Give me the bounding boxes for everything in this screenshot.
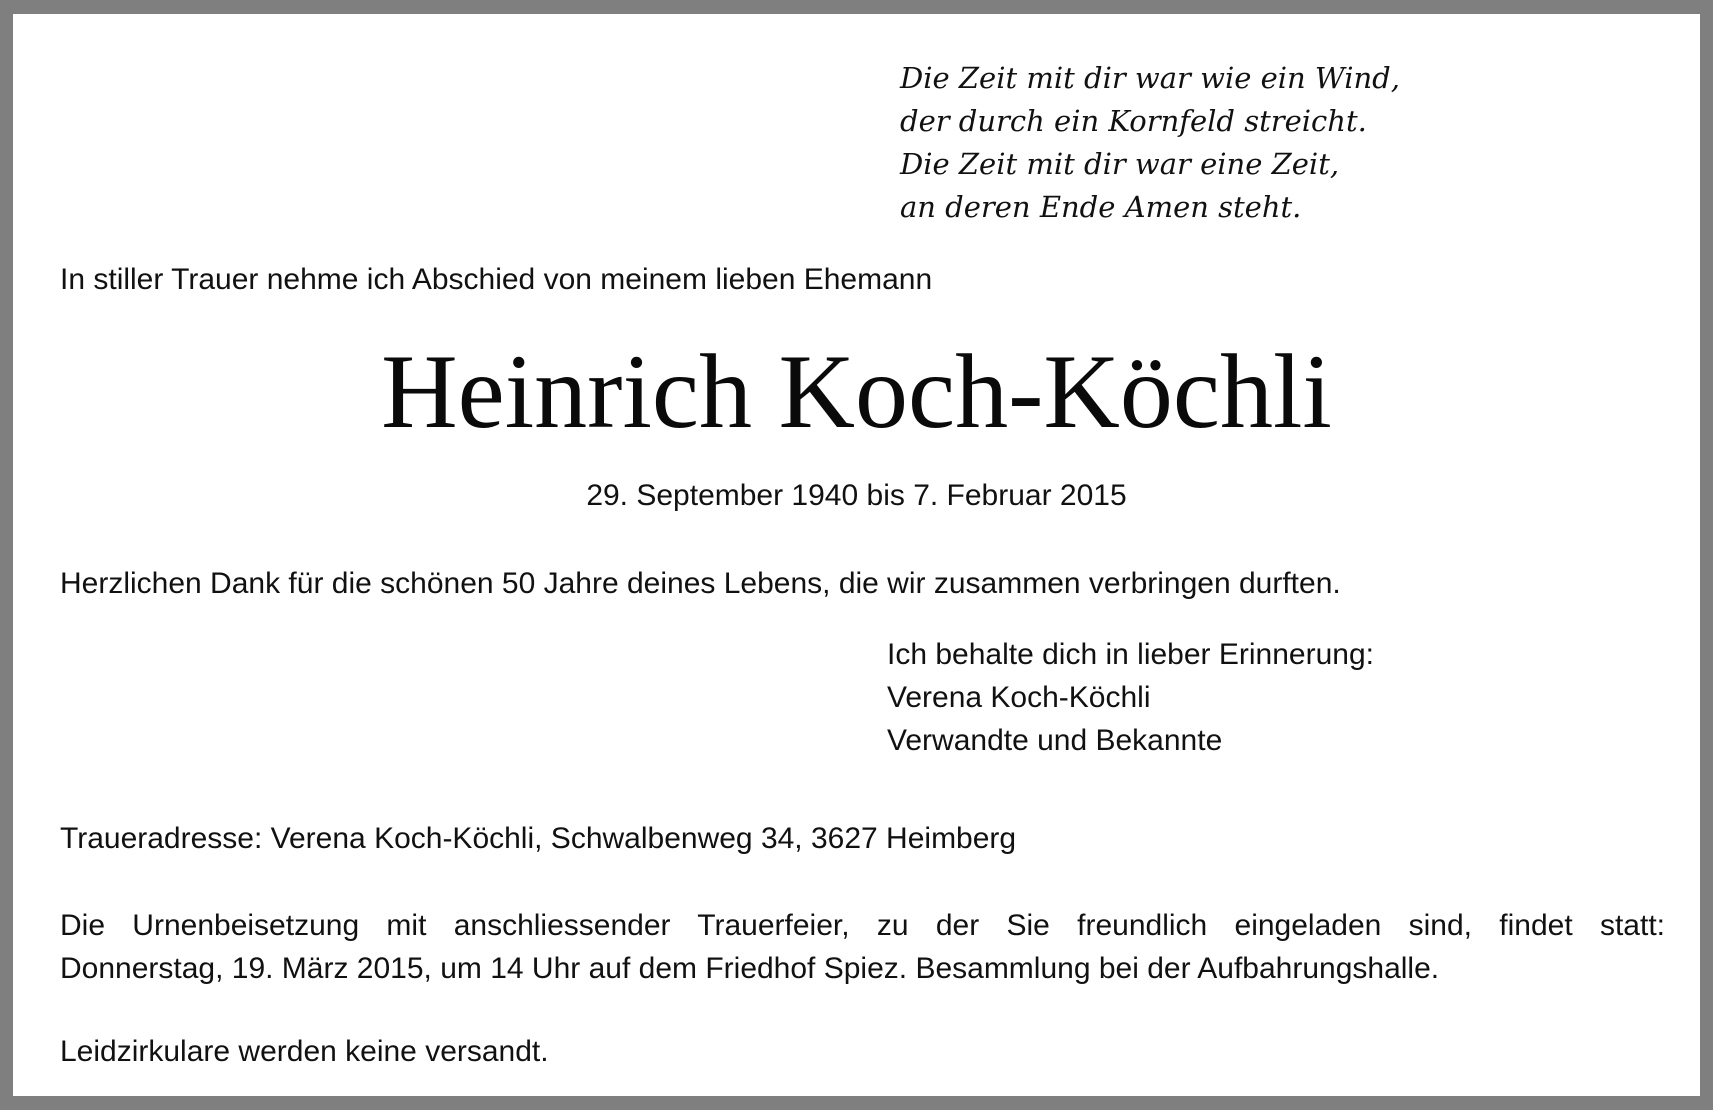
signature-block [887, 633, 1374, 762]
closing-note: Leidzirkulare werden keine versandt. [60, 1035, 549, 1068]
signature-line: Ich behalte dich in lieber Erinnerung: [887, 638, 1374, 671]
poem-line: Die Zeit mit dir war eine Zeit, [900, 147, 1340, 181]
poem-line: Die Zeit mit dir war wie ein Wind, [900, 61, 1400, 95]
service-line: Die Urnenbeisetzung mit anschliessender Trauerfeier, zu der Sie freundlich eingeladen sind, findet statt: [60, 909, 1665, 942]
deceased-name: Heinrich Koch-Köchli [381, 333, 1332, 450]
intro-text: In stiller Trauer nehme ich Abschied von meinem lieben Ehemann [60, 263, 933, 296]
signature-line: Verena Koch-Köchli [887, 681, 1151, 714]
signature-line: Verwandte und Bekannte [887, 724, 1223, 757]
poem [900, 57, 1400, 229]
mourning-address: Traueradresse: Verena Koch-Köchli, Schwalbenweg 34, 3627 Heimberg [60, 822, 1017, 855]
life-dates: 29. September 1940 bis 7. Februar 2015 [586, 479, 1127, 512]
thanks-text: Herzlichen Dank für die schönen 50 Jahre deines Lebens, die wir zusammen verbringen durften. [60, 567, 1341, 600]
poem-line: an deren Ende Amen steht. [900, 190, 1302, 224]
service-info [60, 904, 1665, 990]
poem-line: der durch ein Kornfeld streicht. [900, 104, 1367, 138]
service-line: Donnerstag, 19. März 2015, um 14 Uhr auf dem Friedhof Spiez. Besammlung bei der Aufbahrungshalle. [60, 952, 1440, 985]
